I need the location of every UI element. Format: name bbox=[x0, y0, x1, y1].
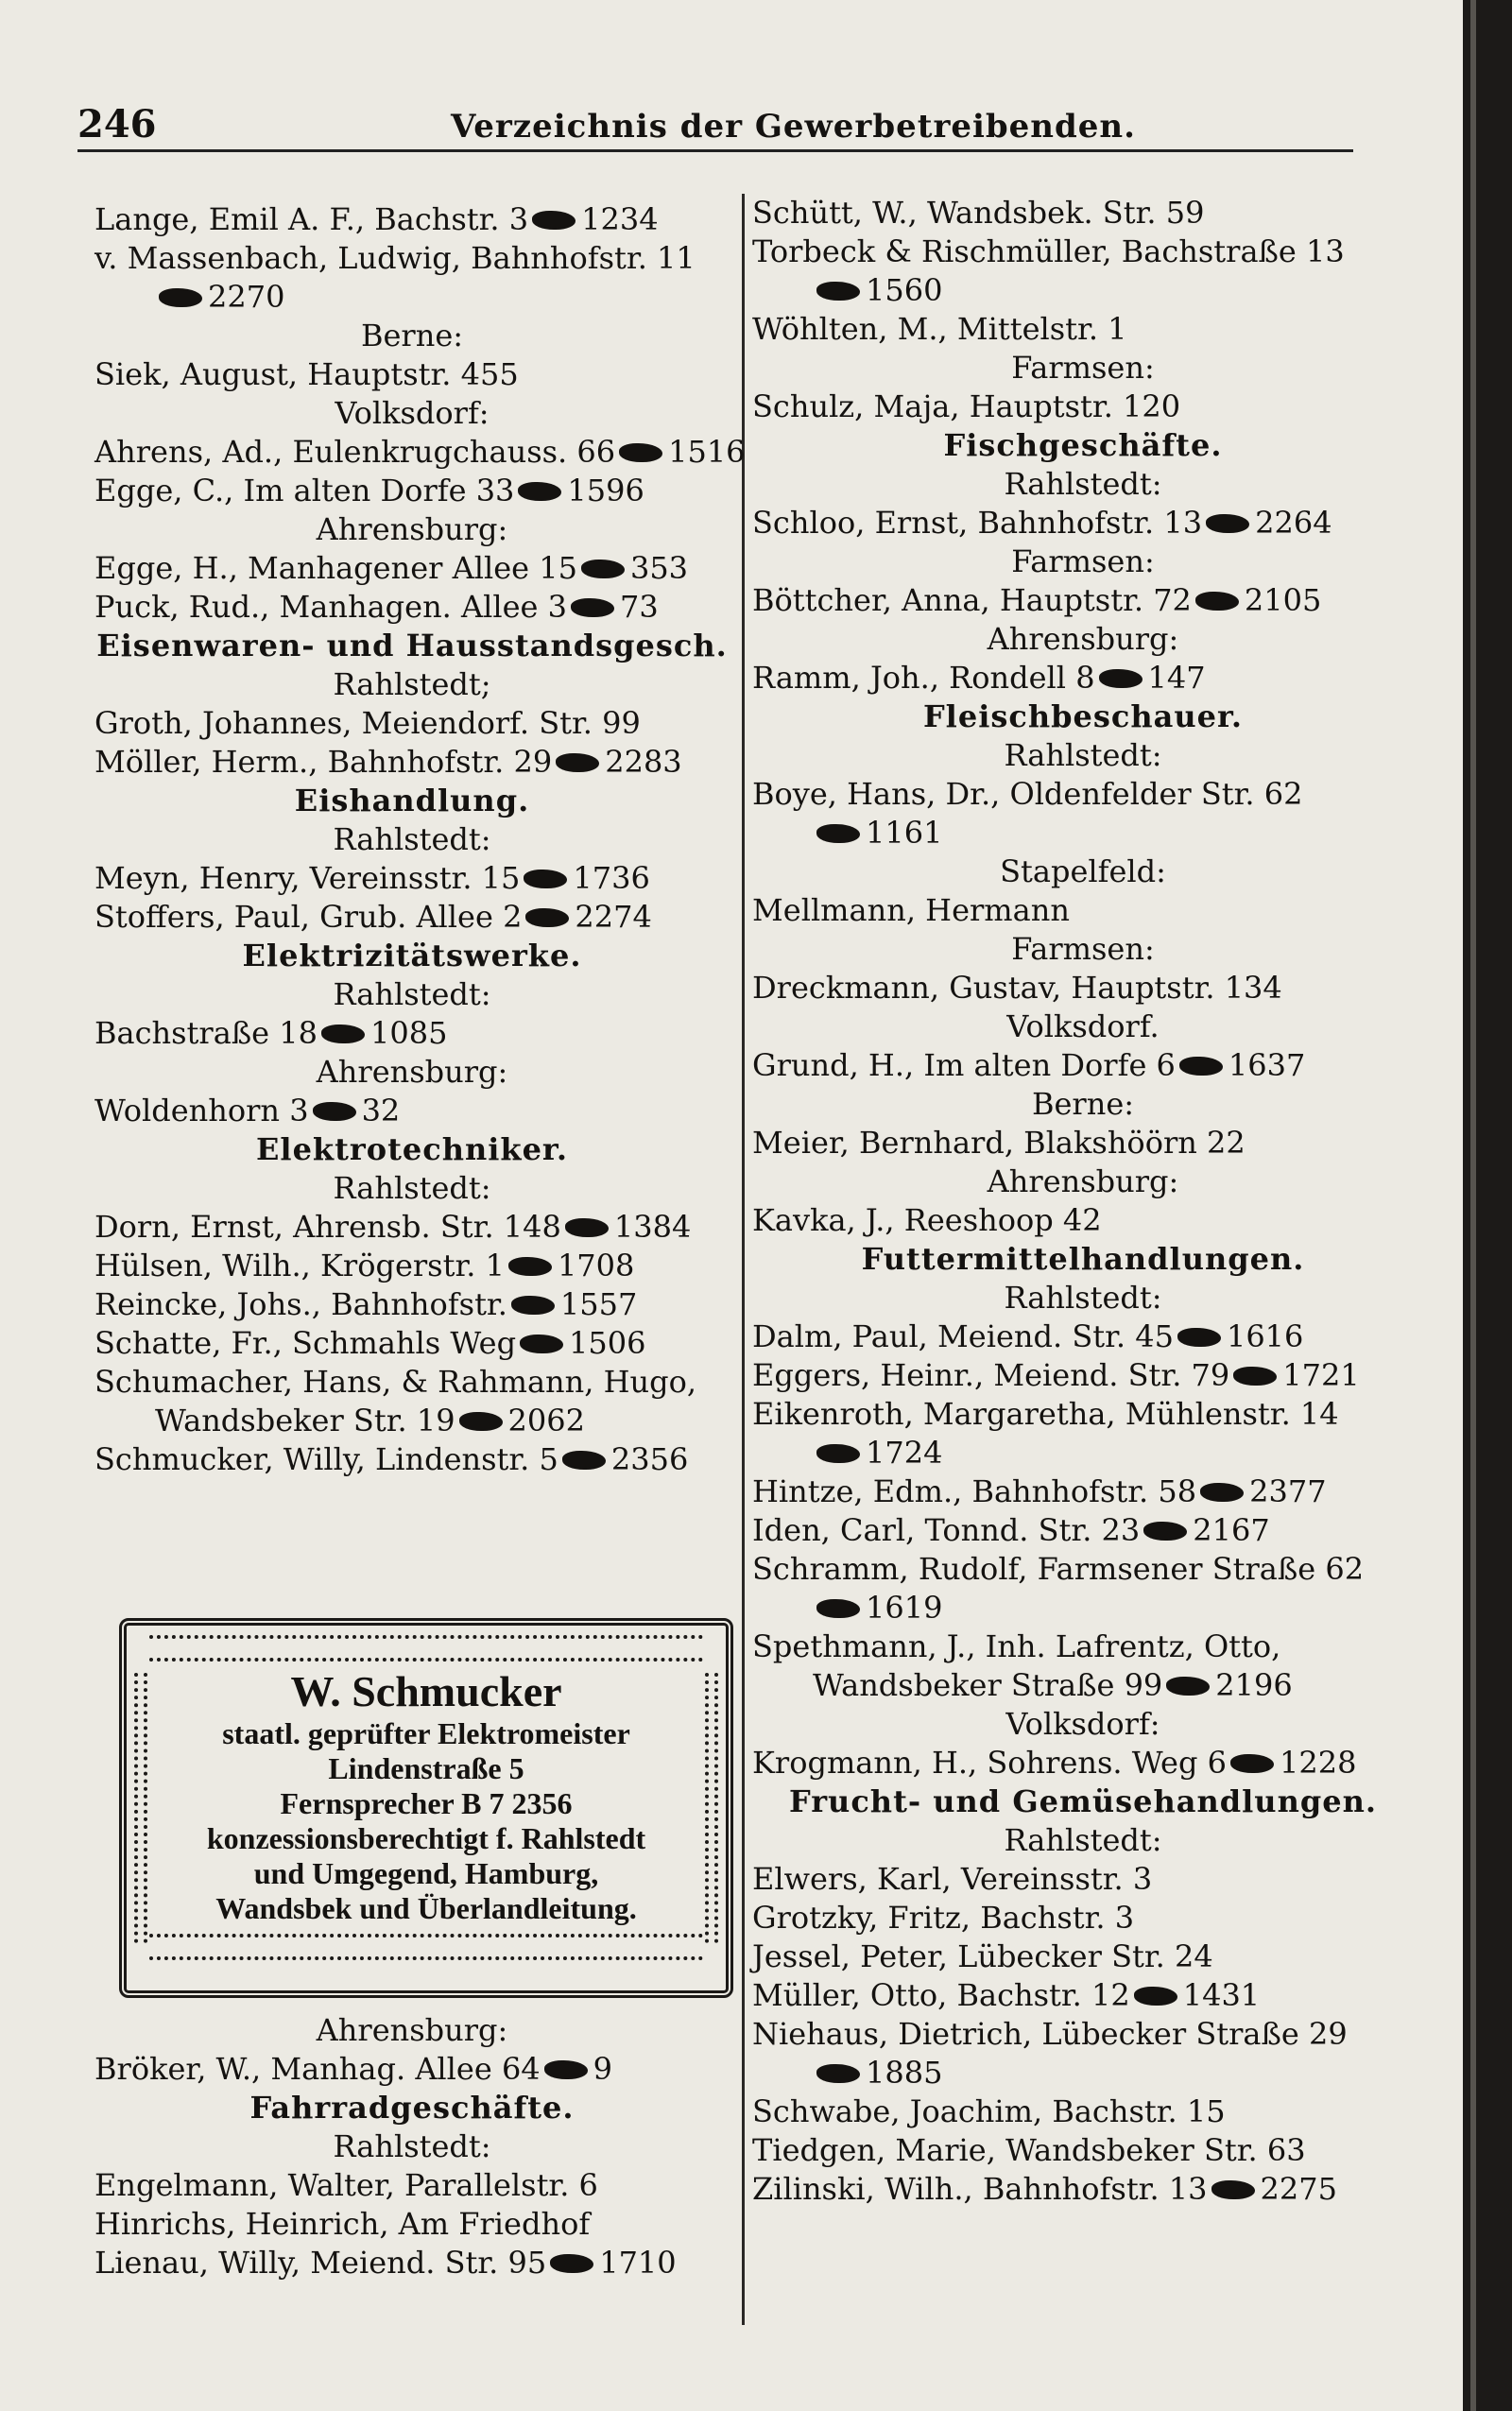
entry-text: Farmsen: bbox=[1011, 543, 1155, 579]
binding-edge-highlight bbox=[1470, 0, 1476, 2411]
left-column bbox=[94, 200, 746, 1479]
telephone-number: 1560 bbox=[866, 272, 943, 308]
directory-entry bbox=[752, 891, 1414, 930]
entry-text: Reincke, Johs., Bahnhofstr. bbox=[94, 1286, 507, 1322]
entry-text: Kavka, J., Reeshoop 42 bbox=[752, 1202, 1102, 1238]
entry-text: Wandsbeker Straße 99 bbox=[813, 1667, 1163, 1703]
left-column-continued bbox=[94, 2011, 730, 2282]
entry-text: Schmucker, Willy, Lindenstr. 5 bbox=[94, 1441, 558, 1477]
locality-heading bbox=[752, 542, 1414, 581]
entry-text: Rahlstedt; bbox=[333, 666, 491, 702]
telephone-number: 2062 bbox=[507, 1403, 585, 1438]
ad-line: staatl. geprüfter Elektromeister bbox=[222, 1716, 630, 1750]
locality-heading bbox=[752, 852, 1414, 891]
entry-text: Elektrotechniker. bbox=[256, 1131, 568, 1167]
directory-entry bbox=[752, 1550, 1414, 1589]
entry-text: Fischgeschäfte. bbox=[943, 427, 1223, 463]
entry-text: Farmsen: bbox=[1011, 931, 1155, 967]
section-heading bbox=[752, 1782, 1414, 1821]
directory-entry bbox=[752, 1589, 1414, 1627]
entry-text: Hülsen, Wilh., Krögerstr. 1 bbox=[94, 1248, 505, 1283]
entry-text: Schumacher, Hans, & Rahmann, Hugo, bbox=[94, 1364, 697, 1400]
locality-heading bbox=[752, 1085, 1414, 1124]
directory-entry bbox=[752, 387, 1414, 426]
entry-text: Dorn, Ernst, Ahrensb. Str. 148 bbox=[94, 1209, 561, 1245]
telephone-hand-icon bbox=[619, 443, 662, 462]
directory-entry bbox=[94, 588, 730, 627]
telephone-number: 1710 bbox=[599, 2245, 677, 2281]
telephone-hand-icon bbox=[816, 282, 860, 301]
section-heading bbox=[94, 937, 730, 975]
telephone-number: 1228 bbox=[1280, 1745, 1357, 1781]
entry-text: Müller, Otto, Bachstr. 12 bbox=[752, 1977, 1130, 2013]
ornament-left bbox=[134, 1673, 147, 1943]
telephone-number: 1596 bbox=[567, 473, 644, 508]
directory-entry bbox=[94, 2244, 730, 2282]
telephone-hand-icon bbox=[1233, 1367, 1277, 1386]
entry-text: Stoffers, Paul, Grub. Allee 2 bbox=[94, 899, 523, 935]
entry-text: Schwabe, Joachim, Bachstr. 15 bbox=[752, 2093, 1226, 2129]
ornament-bottom bbox=[149, 1934, 703, 1960]
directory-entry bbox=[752, 581, 1414, 620]
directory-entry bbox=[752, 1860, 1414, 1899]
entry-text: Rahlstedt: bbox=[1004, 1822, 1162, 1858]
entry-text: Ahrensburg: bbox=[316, 2012, 508, 2048]
section-heading bbox=[94, 1130, 730, 1169]
locality-heading bbox=[752, 1279, 1414, 1317]
entry-text: Eggers, Heinr., Meiend. Str. 79 bbox=[752, 1357, 1230, 1393]
telephone-number: 32 bbox=[361, 1093, 401, 1128]
telephone-hand-icon bbox=[525, 908, 569, 927]
directory-entry bbox=[94, 1092, 730, 1130]
directory-entry bbox=[752, 2170, 1414, 2209]
directory-entry bbox=[94, 898, 730, 937]
directory-entry bbox=[752, 2092, 1414, 2131]
locality-heading bbox=[94, 2011, 730, 2050]
directory-entry bbox=[752, 1046, 1414, 1085]
telephone-hand-icon bbox=[524, 870, 567, 888]
telephone-number: 1431 bbox=[1182, 1977, 1261, 2013]
entry-text: Tiedgen, Marie, Wandsbeker Str. 63 bbox=[752, 2132, 1306, 2168]
telephone-hand-icon bbox=[1134, 1987, 1177, 2006]
header-rule bbox=[77, 149, 1353, 152]
directory-entry bbox=[752, 1937, 1414, 1976]
entry-text: Elwers, Karl, Vereinsstr. 3 bbox=[752, 1861, 1153, 1897]
entry-text: Schramm, Rudolf, Farmsener Straße 62 bbox=[752, 1551, 1365, 1587]
telephone-number: 1161 bbox=[866, 815, 943, 851]
telephone-hand-icon bbox=[816, 1599, 860, 1618]
telephone-hand-icon bbox=[571, 598, 614, 617]
column-divider bbox=[742, 194, 745, 2325]
section-heading bbox=[94, 627, 730, 665]
directory-entry bbox=[752, 2131, 1414, 2170]
entry-text: Niehaus, Dietrich, Lübecker Straße 29 bbox=[752, 2016, 1348, 2052]
entry-text: Schütt, W., Wandsbek. Str. 59 bbox=[752, 195, 1205, 231]
entry-text: Rahlstedt: bbox=[1004, 737, 1162, 773]
ad-line: und Umgegend, Hamburg, bbox=[253, 1856, 599, 1890]
directory-entry bbox=[752, 1627, 1414, 1666]
telephone-hand-icon bbox=[532, 211, 576, 230]
telephone-hand-icon bbox=[1179, 1057, 1223, 1076]
directory-entry bbox=[752, 194, 1414, 232]
locality-heading bbox=[94, 665, 730, 704]
entry-text: Stapelfeld: bbox=[1000, 853, 1166, 889]
entry-text: Ahrensburg: bbox=[987, 621, 1179, 657]
telephone-number: 1516 bbox=[668, 434, 746, 470]
entry-text: Mellmann, Hermann bbox=[752, 892, 1070, 928]
entry-text: Zilinski, Wilh., Bahnhofstr. 13 bbox=[752, 2171, 1208, 2207]
telephone-number: 353 bbox=[629, 550, 689, 586]
telephone-number: 2196 bbox=[1215, 1667, 1293, 1703]
ad-line: konzessionsberechtigt f. Rahlstedt bbox=[206, 1821, 646, 1855]
locality-heading bbox=[752, 620, 1414, 659]
directory-entry bbox=[94, 1247, 730, 1285]
ad-name: W. Schmucker bbox=[290, 1667, 562, 1715]
telephone-number: 1234 bbox=[581, 201, 659, 237]
directory-entry bbox=[752, 310, 1414, 349]
entry-text: Woldenhorn 3 bbox=[94, 1093, 309, 1128]
telephone-hand-icon bbox=[518, 482, 561, 501]
section-heading bbox=[752, 426, 1414, 465]
directory-entry bbox=[94, 472, 730, 510]
entry-text: Groth, Johannes, Meiendorf. Str. 99 bbox=[94, 705, 641, 741]
entry-text: Wandsbeker Str. 19 bbox=[155, 1403, 455, 1438]
entry-text: Eisenwaren- und Hausstandsgesch. bbox=[96, 628, 728, 663]
telephone-hand-icon bbox=[581, 560, 625, 578]
telephone-hand-icon bbox=[1177, 1328, 1221, 1347]
telephone-number: 1506 bbox=[569, 1325, 646, 1361]
entry-text: Rahlstedt: bbox=[333, 821, 491, 857]
directory-entry bbox=[752, 504, 1414, 542]
entry-text: Grotzky, Fritz, Bachstr. 3 bbox=[752, 1900, 1135, 1936]
entry-text: Grund, H., Im alten Dorfe 6 bbox=[752, 1047, 1176, 1083]
telephone-hand-icon bbox=[556, 753, 599, 772]
entry-text: Schulz, Maja, Hauptstr. 120 bbox=[752, 388, 1181, 424]
entry-text: Schatte, Fr., Schmahls Weg bbox=[94, 1325, 517, 1361]
locality-heading bbox=[752, 1162, 1414, 1201]
telephone-hand-icon bbox=[313, 1102, 356, 1121]
directory-entry bbox=[94, 1014, 730, 1053]
telephone-hand-icon bbox=[511, 1296, 555, 1315]
entry-text: Dalm, Paul, Meiend. Str. 45 bbox=[752, 1318, 1174, 1354]
directory-entry bbox=[94, 743, 730, 782]
entry-text: Bröker, W., Manhag. Allee 64 bbox=[94, 2051, 541, 2087]
directory-entry bbox=[752, 1356, 1414, 1395]
directory-entry bbox=[752, 1124, 1414, 1162]
entry-text: Berne: bbox=[360, 318, 464, 353]
telephone-number: 2377 bbox=[1249, 1473, 1327, 1509]
entry-text: Egge, H., Manhagener Allee 15 bbox=[94, 550, 577, 586]
entry-text: Puck, Rud., Manhagen. Allee 3 bbox=[94, 589, 567, 625]
entry-text: Elektrizitätswerke. bbox=[242, 938, 582, 973]
directory-entry bbox=[94, 1440, 730, 1479]
telephone-hand-icon bbox=[1211, 2180, 1255, 2199]
telephone-hand-icon bbox=[159, 288, 202, 307]
page-title: Verzeichnis der Gewerbetreibenden. bbox=[451, 108, 1136, 146]
entry-text: Ahrensburg: bbox=[987, 1163, 1179, 1199]
locality-heading bbox=[752, 1705, 1414, 1744]
telephone-number: 2167 bbox=[1193, 1512, 1270, 1548]
entry-text: Ahrensburg: bbox=[316, 1054, 508, 1090]
directory-entry bbox=[752, 232, 1414, 271]
directory-entry bbox=[94, 1363, 730, 1402]
entry-text: Frucht- und Gemüsehandlungen. bbox=[789, 1783, 1377, 1819]
directory-entry bbox=[94, 278, 730, 317]
telephone-number: 1616 bbox=[1226, 1318, 1304, 1354]
entry-text: Volksdorf. bbox=[1006, 1008, 1160, 1044]
directory-entry bbox=[94, 239, 730, 278]
telephone-hand-icon bbox=[1230, 1754, 1274, 1773]
telephone-number: 2283 bbox=[605, 744, 682, 780]
locality-heading bbox=[94, 394, 730, 433]
entry-text: Farmsen: bbox=[1011, 350, 1155, 386]
locality-heading bbox=[94, 510, 730, 549]
ad-line: Lindenstraße 5 bbox=[328, 1751, 524, 1785]
locality-heading bbox=[752, 1007, 1414, 1046]
entry-text: Engelmann, Walter, Parallelstr. 6 bbox=[94, 2167, 598, 2203]
entry-text: Schloo, Ernst, Bahnhofstr. 13 bbox=[752, 505, 1203, 541]
directory-entry bbox=[752, 2054, 1414, 2092]
directory-entry bbox=[752, 1511, 1414, 1550]
telephone-hand-icon bbox=[565, 1218, 609, 1237]
locality-heading bbox=[752, 465, 1414, 504]
telephone-hand-icon bbox=[459, 1412, 503, 1431]
entry-text: Eishandlung. bbox=[294, 783, 530, 818]
entry-text: Lange, Emil A. F., Bachstr. 3 bbox=[94, 201, 529, 237]
entry-text: Spethmann, J., Inh. Lafrentz, Otto, bbox=[752, 1628, 1281, 1664]
entry-text: Meyn, Henry, Vereinsstr. 15 bbox=[94, 860, 521, 896]
entry-text: Rahlstedt: bbox=[333, 976, 491, 1012]
telephone-hand-icon bbox=[1099, 669, 1143, 688]
directory-entry bbox=[752, 969, 1414, 1007]
entry-text: Volksdorf: bbox=[1005, 1706, 1160, 1742]
directory-entry bbox=[752, 814, 1414, 852]
entry-text: Berne: bbox=[1031, 1086, 1135, 1122]
directory-entry bbox=[94, 433, 746, 472]
schmucker-advertisement bbox=[119, 1618, 733, 1998]
locality-heading bbox=[94, 975, 730, 1014]
section-heading bbox=[94, 782, 730, 820]
telephone-number: 73 bbox=[620, 589, 659, 625]
page-number: 246 bbox=[77, 102, 157, 146]
locality-heading bbox=[94, 317, 730, 355]
entry-text: Rahlstedt: bbox=[333, 1170, 491, 1206]
telephone-number: 1736 bbox=[573, 860, 650, 896]
telephone-hand-icon bbox=[508, 1257, 552, 1276]
telephone-number: 2270 bbox=[208, 279, 285, 315]
directory-entry bbox=[752, 271, 1414, 310]
entry-text: Siek, August, Hauptstr. 455 bbox=[94, 356, 519, 392]
directory-entry bbox=[94, 2050, 730, 2089]
entry-text: Fleischbeschauer. bbox=[922, 698, 1244, 734]
telephone-hand-icon bbox=[520, 1335, 563, 1353]
ad-line: Fernsprecher B 7 2356 bbox=[280, 1786, 573, 1820]
directory-entry bbox=[752, 775, 1414, 814]
telephone-hand-icon bbox=[544, 2060, 588, 2079]
locality-heading bbox=[94, 1169, 730, 1208]
directory-entry bbox=[752, 1317, 1414, 1356]
telephone-hand-icon bbox=[1143, 1522, 1187, 1541]
ad-line: Wandsbek und Überlandleitung. bbox=[215, 1891, 637, 1925]
telephone-hand-icon bbox=[1200, 1483, 1244, 1502]
entry-text: Hintze, Edm., Bahnhofstr. 58 bbox=[752, 1473, 1197, 1509]
entry-text: Fahrradgeschäfte. bbox=[249, 2090, 575, 2126]
entry-text: Iden, Carl, Tonnd. Str. 23 bbox=[752, 1512, 1141, 1548]
telephone-number: 1085 bbox=[369, 1015, 448, 1051]
telephone-hand-icon bbox=[550, 2254, 593, 2273]
entry-text: Böttcher, Anna, Hauptstr. 72 bbox=[752, 582, 1192, 618]
entry-text: Futtermittelhandlungen. bbox=[861, 1241, 1305, 1277]
entry-text: Krogmann, H., Sohrens. Weg 6 bbox=[752, 1745, 1227, 1781]
telephone-number: 2264 bbox=[1255, 505, 1332, 541]
entry-text: Volksdorf: bbox=[335, 395, 490, 431]
locality-heading bbox=[752, 930, 1414, 969]
directory-entry bbox=[94, 859, 730, 898]
entry-text: Torbeck & Rischmüller, Bachstraße 13 bbox=[752, 233, 1345, 269]
entry-text: Ahrens, Ad., Eulenkrugchauss. 66 bbox=[94, 434, 616, 470]
telephone-hand-icon bbox=[1166, 1677, 1210, 1696]
entry-text: Bachstraße 18 bbox=[94, 1015, 318, 1051]
locality-heading bbox=[752, 1821, 1414, 1860]
locality-heading bbox=[752, 736, 1414, 775]
telephone-hand-icon bbox=[816, 1444, 860, 1463]
entry-text: Möller, Herm., Bahnhofstr. 29 bbox=[94, 744, 553, 780]
entry-text: Rahlstedt: bbox=[1004, 466, 1162, 502]
locality-heading bbox=[752, 349, 1414, 387]
telephone-hand-icon bbox=[816, 2064, 860, 2083]
directory-entry bbox=[752, 1744, 1414, 1782]
directory-entry bbox=[752, 1899, 1414, 1937]
directory-entry bbox=[94, 2166, 730, 2205]
locality-heading bbox=[94, 2127, 730, 2166]
directory-entry bbox=[752, 659, 1414, 697]
ornament-top bbox=[149, 1635, 703, 1662]
section-heading bbox=[94, 2089, 730, 2127]
telephone-hand-icon bbox=[321, 1025, 365, 1043]
telephone-number: 2356 bbox=[610, 1441, 689, 1477]
telephone-hand-icon bbox=[1195, 592, 1239, 611]
telephone-number: 2105 bbox=[1244, 582, 1322, 618]
locality-heading bbox=[94, 1053, 730, 1092]
directory-entry bbox=[752, 1434, 1414, 1472]
entry-text: Egge, C., Im alten Dorfe 33 bbox=[94, 473, 515, 508]
directory-entry bbox=[94, 1402, 730, 1440]
directory-entry bbox=[752, 1976, 1414, 2015]
telephone-number: 1708 bbox=[557, 1248, 635, 1283]
directory-entry bbox=[94, 2205, 730, 2244]
section-heading bbox=[752, 697, 1414, 736]
telephone-number: 1724 bbox=[866, 1435, 943, 1471]
telephone-number: 1637 bbox=[1228, 1047, 1306, 1083]
directory-entry bbox=[752, 1472, 1414, 1511]
entry-text: Hinrichs, Heinrich, Am Friedhof bbox=[94, 2206, 591, 2242]
directory-entry bbox=[94, 1208, 730, 1247]
directory-entry bbox=[752, 2015, 1414, 2054]
right-column bbox=[752, 194, 1414, 2209]
directory-entry bbox=[94, 549, 730, 588]
directory-entry bbox=[94, 1324, 730, 1363]
entry-text: Rahlstedt: bbox=[1004, 1280, 1162, 1316]
directory-entry bbox=[94, 355, 730, 394]
telephone-hand-icon bbox=[562, 1451, 606, 1470]
telephone-hand-icon bbox=[1206, 514, 1249, 533]
entry-text: Ahrensburg: bbox=[316, 511, 508, 547]
telephone-number: 9 bbox=[593, 2051, 613, 2087]
entry-text: Meier, Bernhard, Blakshöörn 22 bbox=[752, 1125, 1246, 1161]
entry-text: Boye, Hans, Dr., Oldenfelder Str. 62 bbox=[752, 776, 1303, 812]
telephone-number: 147 bbox=[1147, 660, 1206, 696]
page-header bbox=[77, 102, 1353, 155]
directory-entry bbox=[94, 1285, 730, 1324]
entry-text: Lienau, Willy, Meiend. Str. 95 bbox=[94, 2245, 547, 2281]
directory-entry bbox=[752, 1201, 1414, 1240]
entry-text: Rahlstedt: bbox=[333, 2128, 491, 2164]
entry-text: Wöhlten, M., Mittelstr. 1 bbox=[752, 311, 1127, 347]
telephone-hand-icon bbox=[816, 824, 860, 843]
directory-entry bbox=[94, 200, 730, 239]
entry-text: Dreckmann, Gustav, Hauptstr. 134 bbox=[752, 970, 1282, 1006]
entry-text: Jessel, Peter, Lübecker Str. 24 bbox=[752, 1938, 1213, 1974]
entry-text: Eikenroth, Margaretha, Mühlenstr. 14 bbox=[752, 1396, 1339, 1432]
telephone-number: 2275 bbox=[1260, 2171, 1337, 2207]
ornament-right bbox=[705, 1673, 718, 1943]
telephone-number: 1885 bbox=[866, 2055, 943, 2091]
telephone-number: 2274 bbox=[575, 899, 652, 935]
telephone-number: 1721 bbox=[1282, 1357, 1360, 1393]
directory-entry bbox=[752, 1395, 1414, 1434]
telephone-number: 1557 bbox=[559, 1286, 638, 1322]
entry-text: v. Massenbach, Ludwig, Bahnhofstr. 11 bbox=[94, 240, 696, 276]
locality-heading bbox=[94, 820, 730, 859]
entry-text: Ramm, Joh., Rondell 8 bbox=[752, 660, 1095, 696]
directory-entry bbox=[752, 1666, 1414, 1705]
section-heading bbox=[752, 1240, 1414, 1279]
telephone-number: 1384 bbox=[613, 1209, 692, 1245]
telephone-number: 1619 bbox=[866, 1590, 943, 1626]
directory-entry bbox=[94, 704, 730, 743]
